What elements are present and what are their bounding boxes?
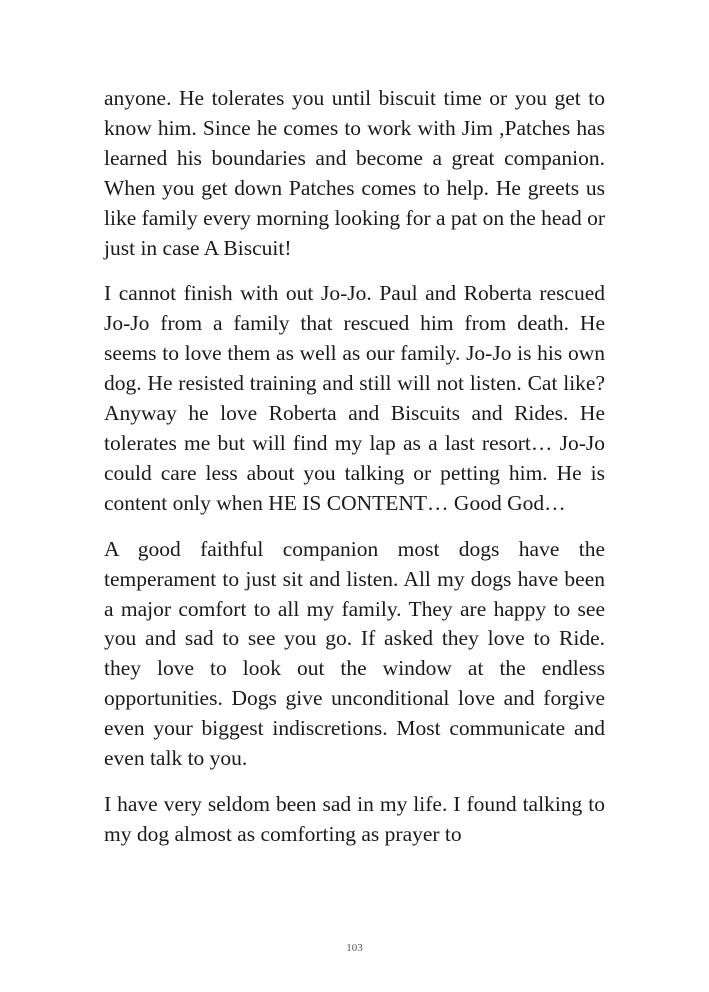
body-text	[104, 84, 605, 866]
paragraph-companion: A good faithful companion most dogs have the temperament to just sit and listen. All my dogs have been a major comfort to all my family. They are happy to see you and sad to see you go. If asked they love to Ride. they love to look out the window at the endless opportunities. Dogs give unconditional love and forgive even your biggest indiscretions. Most communicate and even talk to you.	[104, 536, 605, 771]
page-number: 103	[346, 942, 363, 954]
paragraph-sad: I have very seldom been sad in my life. I found talking to my dog almost as comforting as prayer to	[104, 791, 605, 846]
paragraph-jojo: I cannot finish with out Jo-Jo. Paul and Roberta rescued Jo-Jo from a family that rescued him from death. He seems to love them as well as our family. Jo-Jo is his own dog. He resisted training and still will not listen. Cat like? Anyway he love Roberta and Biscuits and Rides. He tolerates me but will find my lap as a last resort… Jo-Jo could care less about you talking or petting him. He is content only when HE IS CONTENT… Good God…	[104, 281, 605, 515]
paragraph-patches: anyone. He tolerates you until biscuit time or you get to know him. Since he comes to work with Jim ,Patches has learned his boundaries and become a great companion. When you get down Patches comes to help. He greets us like family every morning looking for a pat on the head or just in case A Biscuit!	[104, 86, 605, 260]
